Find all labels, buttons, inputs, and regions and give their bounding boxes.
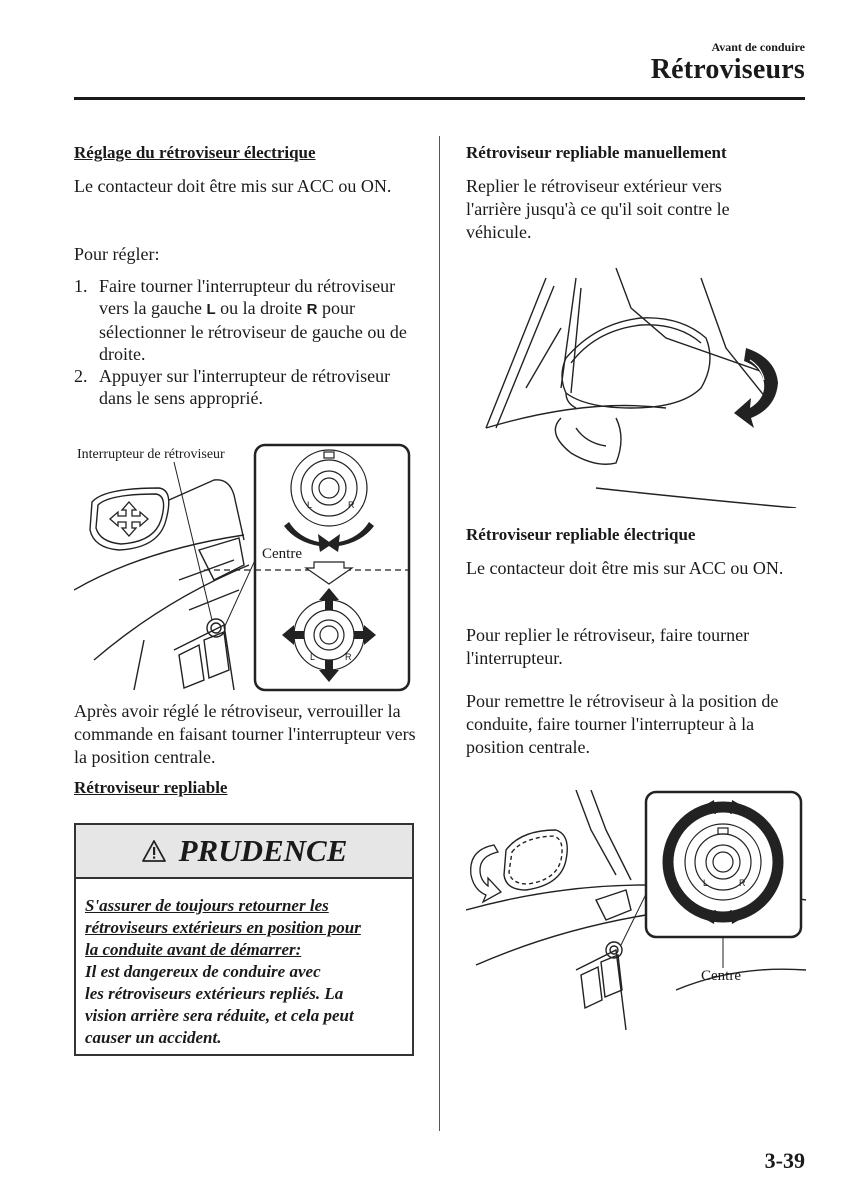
step-text: pour sélectionner le rétroviseur de gauche ou de droite. (99, 298, 407, 364)
caution-line: vision arrière sera réduite, et cela peut (85, 1006, 354, 1025)
caution-line: les rétroviseurs extérieurs repliés. La (85, 984, 344, 1003)
caution-line: la conduite avant de démarrer: (85, 940, 302, 959)
steps-list (74, 275, 419, 409)
paragraph-to-adjust: Pour régler: (74, 244, 160, 264)
header-rule (74, 97, 805, 100)
page-title: Rétroviseurs (650, 54, 805, 85)
knob-label-R-bottom: R (345, 652, 352, 662)
figure-electric-fold (466, 790, 806, 1035)
caution-header (76, 825, 412, 879)
step-text: Appuyer sur l'interrupteur de rétroviseur dans le sens approprié. (99, 366, 391, 408)
caution-body (76, 879, 412, 1049)
knob-label-L-fold: L (703, 878, 709, 888)
page-number: 3-39 (764, 1148, 805, 1173)
caution-line: S'assurer de toujours retourner les (85, 896, 329, 915)
caution-line: causer un accident. (85, 1028, 222, 1047)
paragraph-unfold: Pour remettre le rétroviseur à la position de conduite, faire tourner l'interrupteur à la position centrale. (466, 691, 779, 757)
heading-electric-folding: Rétroviseur repliable électrique (466, 525, 696, 544)
knob-label-L: L (307, 500, 313, 510)
caution-box (74, 823, 414, 1056)
warning-triangle-icon (141, 839, 167, 863)
section-header: Avant de conduire (711, 40, 805, 54)
electric-fold-illustration (466, 790, 806, 1035)
knob-label-R: R (348, 500, 355, 510)
paragraph-fold: Pour replier le rétroviseur, faire tourner l'interrupteur. (466, 625, 750, 668)
manual-fold-illustration (466, 268, 806, 508)
knob-label-R-fold: R (739, 878, 746, 888)
caution-line: rétroviseurs extérieurs en position pour (85, 918, 361, 937)
label-centre: Centre (262, 546, 302, 562)
heading-folding-mirror: Rétroviseur repliable (74, 778, 228, 797)
tag-R: R (306, 301, 318, 318)
step-2 (74, 365, 419, 409)
heading-manual-folding: Rétroviseur repliable manuellement (466, 143, 727, 162)
mirror-switch-illustration (74, 440, 419, 695)
caution-line: Il est dangereux de conduire avec (85, 962, 321, 981)
caution-title: PRUDENCE (178, 833, 348, 868)
step-text: ou la droite (220, 298, 303, 318)
step-number: 1. (74, 276, 88, 296)
column-divider (439, 136, 440, 1131)
heading-electric-mirror-adjust: Réglage du rétroviseur électrique (74, 143, 316, 162)
step-text: Faire tourner l'interrupteur du rétroviseur vers la gauche (99, 276, 396, 318)
label-switch: Interrupteur de rétroviseur (77, 447, 225, 462)
paragraph-acc-on: Le contacteur doit être mis sur ACC ou ON. (74, 176, 392, 196)
knob-label-L-bottom: L (310, 652, 316, 662)
figure-manual-fold (466, 268, 806, 508)
paragraph-after-adjust: Après avoir réglé le rétroviseur, verrouiller la commande en faisant tourner l'interrupteur vers la position centrale. (74, 701, 416, 767)
figure-mirror-switch (74, 440, 419, 695)
tag-L: L (206, 301, 216, 318)
label-centre-fold: Centre (701, 968, 741, 984)
step-number: 2. (74, 366, 88, 386)
step-1 (74, 275, 419, 365)
paragraph-acc-on-right: Le contacteur doit être mis sur ACC ou ON. (466, 558, 784, 578)
paragraph-manual-fold: Replier le rétroviseur extérieur vers l'arrière jusqu'à ce qu'il soit contre le véhicule. (466, 176, 730, 242)
